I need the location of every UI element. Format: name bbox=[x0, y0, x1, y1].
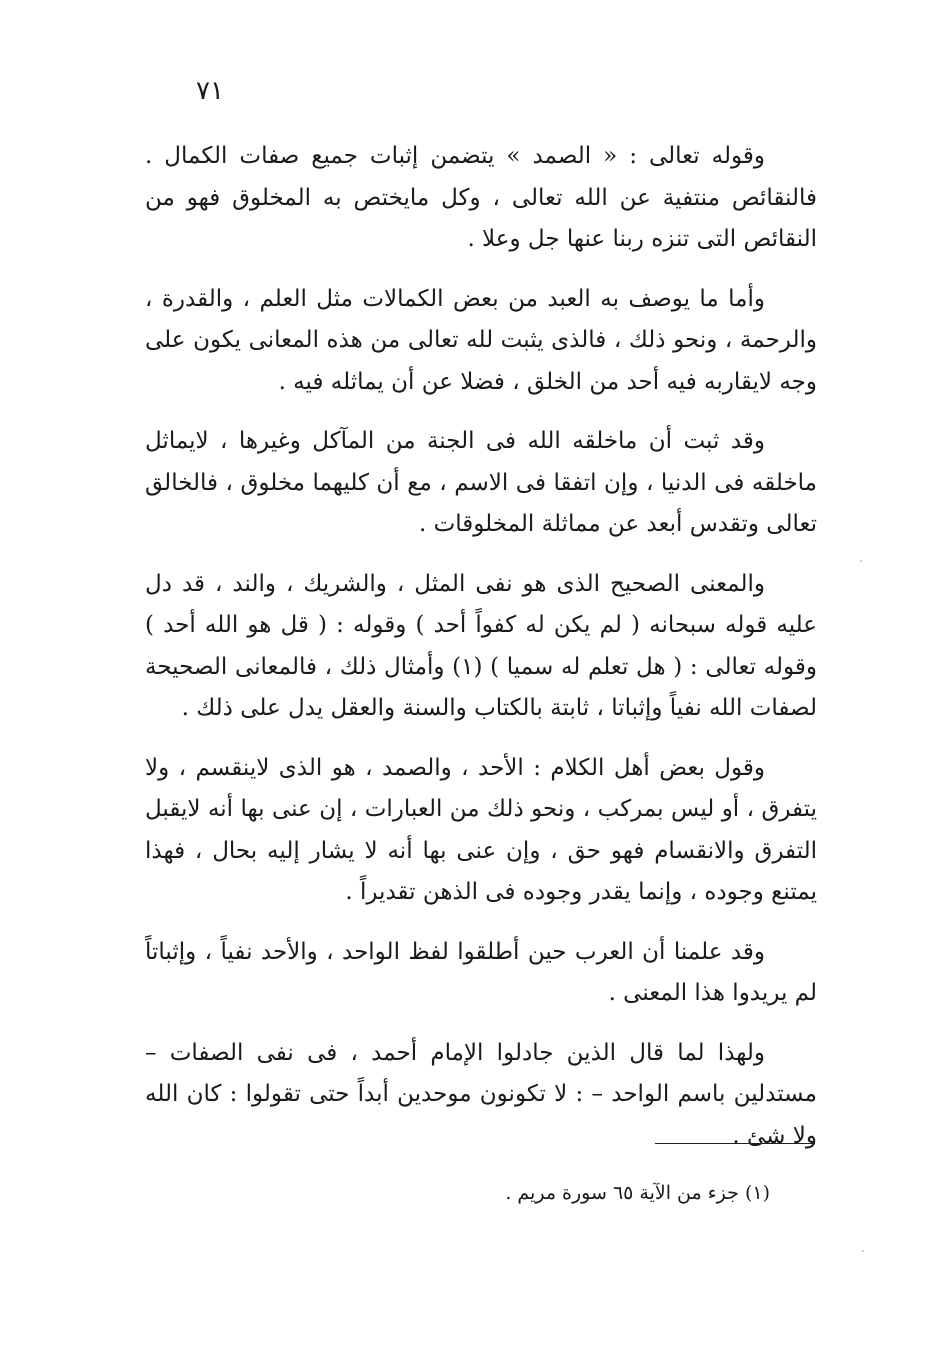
page-number: ٧١ bbox=[196, 76, 224, 106]
scan-speck bbox=[862, 1250, 864, 1252]
paragraph-3: وقد ثبت أن ماخلقه الله فى الجنة من المآكل وغيرها ، لايماثل ماخلقه فى الدنيا ، وإن اتفقا فى الاسم ، مع أن كليهما مخلوق ، فالخالق تعالى وتقدس أبعد عن مماثلة المخلوقات . bbox=[145, 428, 817, 537]
paragraph-5: وقول بعض أهل الكلام : الأحد ، والصمد ، هو الذى لاينقسم ، ولا يتفرق ، أو ليس بمركب ، ونحو ذلك من العبارات ، إن عنى بها أنه لايقبل التفرق والانقسام فهو حق ، وإن عنى بها أنه لا يشار إليه بحال ، فهذا يمتنع وجوده ، وإنما يقدر وجوده فى الذهن تقديراً . bbox=[145, 754, 817, 905]
paragraph-2: وأما ما يوصف به العبد من بعض الكمالات مثل العلم ، والقدرة ، والرحمة ، ونحو ذلك ، فالذى يثبت لله تعالى من هذه المعانى يكون على وجه لايقاربه فيه أحد من الخلق ، فضلا عن أن يماثله فيه . bbox=[145, 285, 817, 395]
scan-speck bbox=[860, 560, 862, 562]
paragraph-4: والمعنى الصحيح الذى هو نفى المثل ، والشريك ، والند ، قد دل عليه قوله سبحانه ( لم يكن له كفواً أحد ) وقوله : ( قل هو الله أحد ) وقوله تعالى : ( هل تعلم له سميا ) (١) وأمثال ذلك ، فالمعانى الصحيحة لصفات الله نفياً وإثباتا ، ثابتة بالكتاب والسنة والعقل يدل على ذلك . bbox=[145, 570, 817, 721]
body-text bbox=[145, 136, 817, 1175]
paragraph-1: وقوله تعالى : « الصمد » يتضمن إثبات جميع صفات الكمال . فالنقائص منتفية عن الله تعالى ، وكل مايختص به المخلوق فهو من النقائص التى تنزه ربنا عنها جل وعلا . bbox=[145, 143, 817, 252]
paragraph-7: ولهذا لما قال الذين جادلوا الإمام أحمد ، فى نفى الصفات – مستدلين باسم الواحد – : لا تكونون موحدين أبداً حتى تقولوا : كان الله ولا شئ . bbox=[145, 1039, 817, 1149]
paragraph-6: وقد علمنا أن العرب حين أطلقوا لفظ الواحد ، والأحد نفياً ، وإثباتاً لم يريدوا هذا المعنى . bbox=[145, 938, 817, 1006]
footnote-separator bbox=[655, 1143, 815, 1144]
footnote: (١) جزء من الآية ٦٥ سورة مريم . bbox=[505, 1182, 770, 1204]
